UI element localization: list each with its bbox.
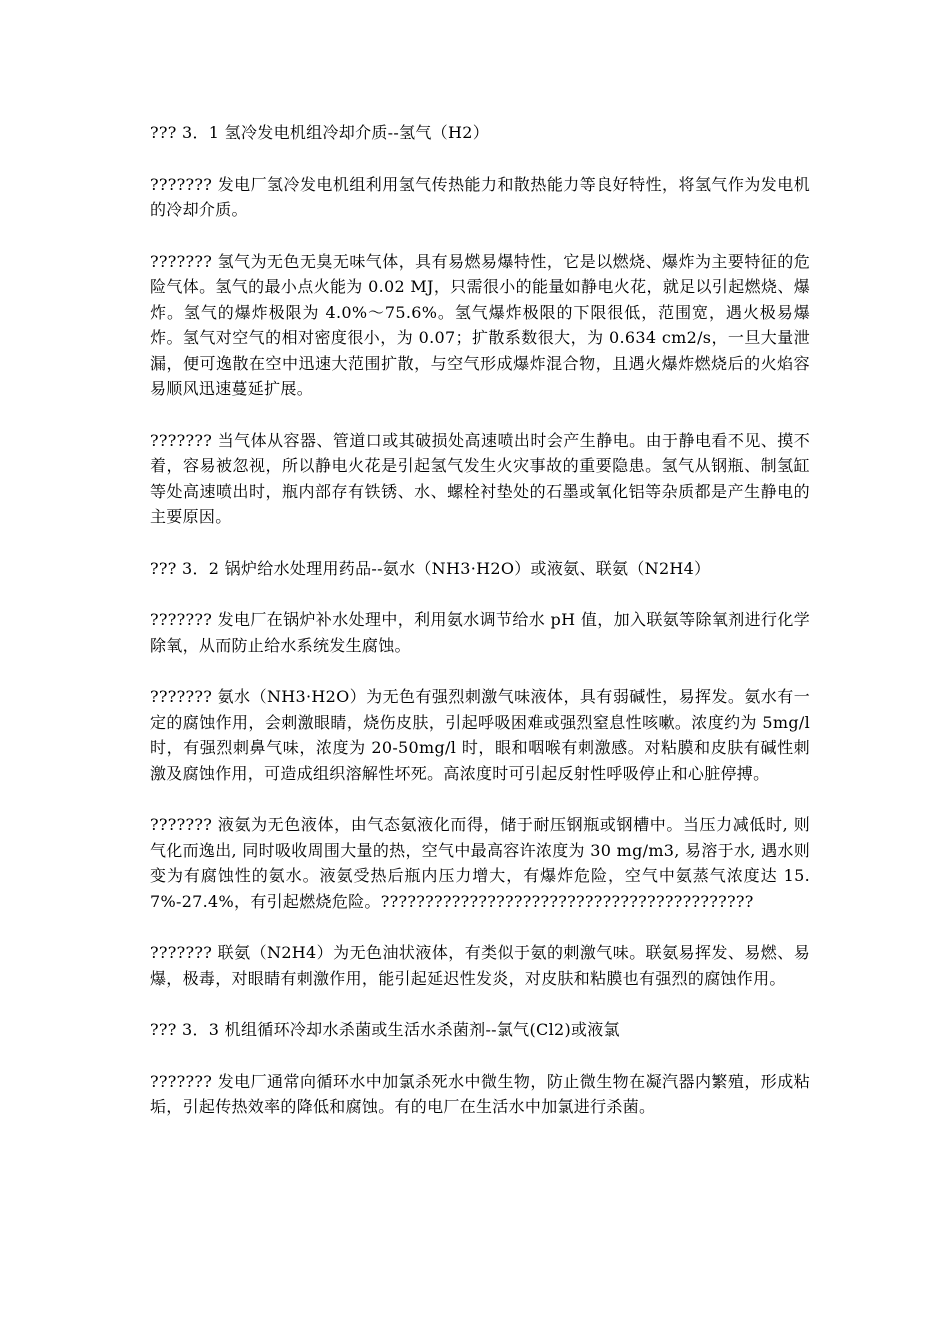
- paragraph-chlorine-intro: ??????? 发电厂通常向循环水中加氯杀死水中微生物，防止微生物在凝汽器内繁殖，形成粘垢，引起传热效率的降低和腐蚀。有的电厂在生活水中加氯进行杀菌。: [150, 1071, 810, 1116]
- paragraph-hydrogen-properties: ??????? 氢气为无色无臭无味气体，具有易燃易爆特性，它是以燃烧、爆炸为主要特征的危险气体。氢气的最小点火能为 0.02 MJ，只需很小的能量如静电火花，就足以引起燃烧、爆炸。氢气的爆炸极限为 4.0%～75.6%。氢气爆炸极限的下限很低，范围宽，遇火极易爆炸。氢气对空气的相对密度很小，为 0.07；扩散系数很大，为 0.634 cm2/s，一旦大量泄漏，便可逸散在空中迅速大范围扩散，与空气形成爆炸混合物，且遇火爆炸燃烧后的火焰容易顺风迅速蔓延扩展。: [150, 251, 810, 398]
- paragraph-hydrogen-static: ??????? 当气体从容器、管道口或其破损处高速喷出时会产生静电。由于静电看不见、摸不着，容易被忽视，所以静电火花是引起氢气发生火灾事故的重要隐患。氢气从钢瓶、制氢缸等处高速喷出时，瓶内部存有铁锈、水、螺栓衬垫处的石墨或氧化铝等杂质都是产生静电的主要原因。: [150, 430, 810, 526]
- section-heading-3-2: ??? 3．2 锅炉给水处理用药品--氨水（NH3·H2O）或液氨、联氨（N2H4）: [150, 558, 711, 578]
- section-heading-3-3: ??? 3．3 机组循环冷却水杀菌或生活水杀菌剂--氯气(Cl2)或液氯: [150, 1020, 620, 1039]
- paragraph-hydrogen-intro: ??????? 发电厂氢冷发电机组利用氢气传热能力和散热能力等良好特性，将氢气作为发电机的冷却介质。: [150, 174, 810, 219]
- paragraph-hydrazine: ??????? 联氨（N2H4）为无色油状液体，有类似于氨的刺激气味。联氨易挥发、易燃、易爆，极毒，对眼睛有刺激作用，能引起延迟性发炎，对皮肤和粘膜也有强烈的腐蚀作用。: [150, 943, 810, 988]
- document-page: [150, 120, 810, 1146]
- paragraph-ammonia-water: ??????? 氨水（NH3·H2O）为无色有强烈刺激气味液体，具有弱碱性，易挥发。氨水有一定的腐蚀作用，会刺激眼睛，烧伤皮肤，引起呼吸困难或强烈窒息性咳嗽。浓度约为 5mg/l 时，有强烈刺鼻气味，浓度为 20-50mg/l 时，眼和咽喉有刺激感。对粘膜和皮肤有碱性刺激及腐蚀作用，可造成组织溶解性坏死。高浓度时可引起反射性呼吸停止和心脏停搏。: [150, 687, 810, 783]
- section-heading-3-1: ??? 3．1 氢冷发电机组冷却介质--氢气（H2）: [150, 123, 490, 142]
- paragraph-liquid-ammonia: ??????? 液氨为无色液体，由气态氨液化而得，储于耐压钢瓶或钢槽中。当压力减低时, 则气化而逸出, 同时吸收周围大量的热，空气中最高容许浓度为 30 mg/m3, 易溶于水, 遇水则变为有腐蚀性的氨水。液氨受热后瓶内压力增大，有爆炸危险，空气中氨蒸气浓度达 15.7%-27.4%，有引起燃烧危险。??????????????????????????????????????????: [150, 815, 810, 911]
- paragraph-ammonia-intro: ??????? 发电厂在锅炉补水处理中，利用氨水调节给水 pH 值，加入联氨等除氧剂进行化学除氧，从而防止给水系统发生腐蚀。: [150, 610, 810, 655]
